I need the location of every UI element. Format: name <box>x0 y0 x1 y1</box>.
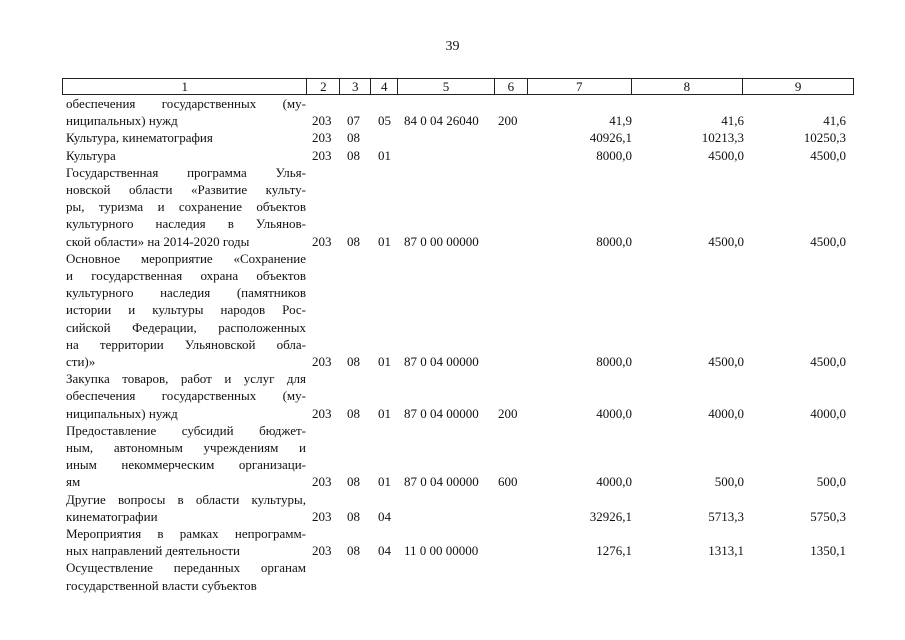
cell-c9: 4500,0 <box>810 353 846 369</box>
header-cell-9: 9 <box>794 79 802 94</box>
cell-c7: 41,9 <box>609 113 632 129</box>
row-name-line: ской области» на 2014-2020 годы <box>66 233 250 249</box>
cell-c4: 01 <box>378 474 391 490</box>
cell-c8: 5713,3 <box>708 508 744 524</box>
cell-c3: 08 <box>347 353 360 369</box>
cell-c2: 203 <box>312 474 332 490</box>
table-header <box>62 78 854 95</box>
cell-c7: 32926,1 <box>589 508 632 524</box>
row-name-line: Другие вопросы в области культуры, <box>66 491 306 507</box>
cell-c3: 08 <box>347 405 360 421</box>
cell-c8: 4500,0 <box>708 233 744 249</box>
row-name-line: и государственная охрана объектов <box>66 267 306 283</box>
header-cell-6: 6 <box>495 79 528 94</box>
row-name-line: культурного наследия в Ульянов- <box>66 216 306 232</box>
row-name <box>66 525 306 559</box>
cell-c3: 08 <box>347 474 360 490</box>
row-name-line: обеспечения государственных (му- <box>66 96 306 111</box>
cell-c3: 07 <box>347 113 360 129</box>
row-name-line: ры, туризма и сохранение объектов <box>66 199 306 215</box>
cell-c5: 87 0 00 00000 <box>404 233 479 249</box>
cell-c7: 1276,1 <box>596 543 632 559</box>
cell-c2: 203 <box>312 405 332 421</box>
table-row <box>0 491 905 525</box>
row-name-line: ям <box>66 474 81 490</box>
cell-c8: 500,0 <box>714 474 744 490</box>
cell-c3: 08 <box>347 147 360 163</box>
header-cell-7: 7 <box>528 79 632 94</box>
row-name-line: Государственная программа Улья- <box>66 164 306 180</box>
row-name-line: Мероприятия в рамках непрограмм- <box>66 525 306 541</box>
cell-c8: 10213,3 <box>701 130 744 146</box>
row-name-line: государственной власти субъектов <box>66 577 257 593</box>
cell-c5: 11 0 00 00000 <box>404 543 479 559</box>
row-name <box>66 559 306 593</box>
cell-c2: 203 <box>312 233 332 249</box>
row-name-line: Культура <box>66 147 116 163</box>
cell-c5: 87 0 04 00000 <box>404 405 479 421</box>
cell-c5: 84 0 04 26040 <box>404 113 479 129</box>
cell-c3: 08 <box>347 508 360 524</box>
row-name <box>66 147 306 164</box>
cell-c7: 4000,0 <box>596 405 632 421</box>
table-row <box>0 559 905 593</box>
cell-c4: 01 <box>378 353 391 369</box>
row-name <box>66 129 306 146</box>
cell-c9: 4500,0 <box>810 147 846 163</box>
table-row <box>0 250 905 370</box>
cell-c4: 04 <box>378 543 391 559</box>
cell-c4: 01 <box>378 405 391 421</box>
cell-c9: 500,0 <box>816 474 846 490</box>
cell-c4: 05 <box>378 113 391 129</box>
cell-c8: 4000,0 <box>708 405 744 421</box>
cell-c3: 08 <box>347 543 360 559</box>
page-number: 39 <box>445 39 460 54</box>
row-name-line: Закупка товаров, работ и услуг для <box>66 371 306 387</box>
cell-c8: 4500,0 <box>708 147 744 163</box>
row-name-line: кинематографии <box>66 508 158 524</box>
cell-c9: 41,6 <box>823 113 846 129</box>
cell-c4: 04 <box>378 508 391 524</box>
table-row <box>0 525 905 559</box>
cell-c2: 203 <box>312 508 332 524</box>
cell-c9: 4500,0 <box>810 233 846 249</box>
header-cell-1: 1 <box>63 79 307 94</box>
header-cell-2: 2 <box>307 79 340 94</box>
cell-c3: 08 <box>347 130 360 146</box>
row-name <box>66 95 306 129</box>
cell-c7: 40926,1 <box>589 130 632 146</box>
row-name <box>66 370 306 422</box>
table-body <box>0 95 905 594</box>
row-name <box>66 164 306 250</box>
cell-c2: 203 <box>312 543 332 559</box>
cell-c2: 203 <box>312 147 332 163</box>
row-name-line: ным, автономным учреждениям и <box>66 439 306 455</box>
row-name-line: сийской Федерации, расположенных <box>66 319 306 335</box>
cell-c7: 4000,0 <box>596 474 632 490</box>
cell-c4: 01 <box>378 233 391 249</box>
table-row <box>0 129 905 146</box>
cell-c8: 1313,1 <box>708 543 744 559</box>
cell-c6: 200 <box>498 113 518 129</box>
row-name <box>66 250 306 370</box>
cell-c6: 200 <box>498 405 518 421</box>
row-name-line: Культура, кинематография <box>66 130 213 146</box>
row-name-line: ниципальных) нужд <box>66 113 178 129</box>
row-name-line: обеспечения государственных (му- <box>66 388 306 404</box>
row-name-line: ных направлений деятельности <box>66 543 240 559</box>
row-name-line: на территории Ульяновской обла- <box>66 336 306 352</box>
cell-c2: 203 <box>312 113 332 129</box>
row-name-line: Осуществление переданных органам <box>66 560 306 576</box>
row-name <box>66 491 306 525</box>
cell-c9: 5750,3 <box>810 508 846 524</box>
cell-c2: 203 <box>312 130 332 146</box>
row-name-line: культурного наследия (памятников <box>66 285 306 301</box>
row-name <box>66 422 306 491</box>
table-row <box>0 147 905 164</box>
table-row <box>0 370 905 422</box>
header-cell-3: 3 <box>340 79 371 94</box>
cell-c7: 8000,0 <box>596 353 632 369</box>
row-name-line: сти)» <box>66 353 96 369</box>
table-row <box>0 422 905 491</box>
row-name-line: Основное мероприятие «Сохранение <box>66 250 306 266</box>
cell-c7: 8000,0 <box>596 147 632 163</box>
row-name-line: иным некоммерческим организаци- <box>66 457 306 473</box>
row-name-line: Предоставление субсидий бюджет- <box>66 422 306 438</box>
cell-c5: 87 0 04 00000 <box>404 353 479 369</box>
cell-c9: 10250,3 <box>803 130 846 146</box>
header-cell-5: 5 <box>398 79 495 94</box>
header-cell-4: 4 <box>371 79 398 94</box>
cell-c4: 01 <box>378 147 391 163</box>
cell-c8: 4500,0 <box>708 353 744 369</box>
table-row <box>0 164 905 250</box>
cell-c6: 600 <box>498 474 518 490</box>
row-name-line: ниципальных) нужд <box>66 405 178 421</box>
header-cell-8: 8 <box>632 79 744 94</box>
cell-c7: 8000,0 <box>596 233 632 249</box>
cell-c5: 87 0 04 00000 <box>404 474 479 490</box>
cell-c2: 203 <box>312 353 332 369</box>
row-name-line: истории и культуры народов Рос- <box>66 302 306 318</box>
table-row <box>0 95 905 129</box>
row-name-line: новской области «Развитие культу- <box>66 181 306 197</box>
cell-c9: 1350,1 <box>810 543 846 559</box>
cell-c9: 4000,0 <box>810 405 846 421</box>
cell-c8: 41,6 <box>721 113 744 129</box>
cell-c3: 08 <box>347 233 360 249</box>
